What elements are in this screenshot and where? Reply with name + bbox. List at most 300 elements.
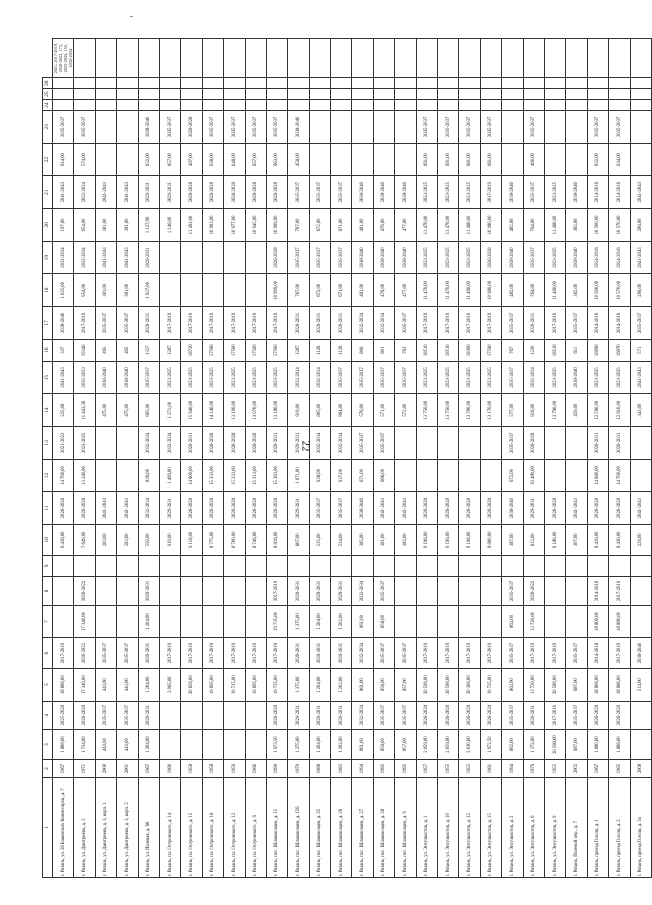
value-cell	[523, 100, 544, 111]
value-cell: 1 375,00	[288, 668, 309, 701]
value-cell	[74, 78, 95, 89]
value-cell	[245, 78, 266, 89]
table-row	[117, 39, 138, 878]
value-cell	[224, 701, 245, 729]
value-cell: 1230	[523, 339, 544, 361]
value-cell: 2026-2028	[74, 492, 95, 525]
value-cell: 2029-2031	[138, 638, 159, 669]
value-cell: 2017-2019	[202, 638, 223, 669]
value-cell: 18 880,00	[609, 605, 630, 638]
value-cell: 13 100,00	[224, 394, 245, 427]
value-cell	[438, 577, 459, 605]
value-cell: 476,00	[373, 274, 394, 307]
value-cell: 2035-2037	[609, 111, 630, 144]
value-cell: 2038-2040	[395, 241, 416, 274]
value-cell: 19 725,00	[480, 668, 501, 701]
value-cell: 10 999,00	[266, 274, 287, 307]
value-cell: 11 470,00	[416, 274, 437, 307]
value-cell: 19 695,00	[245, 668, 266, 701]
address-cell: г. Рязань, ул. Энтузиастов, д. 15	[480, 777, 501, 877]
value-cell: 916,00	[523, 394, 544, 427]
value-cell: 286,00	[630, 209, 651, 242]
value-cell: 2035-2037	[331, 241, 352, 274]
value-cell: 487,00	[181, 143, 202, 176]
value-cell: 17590	[480, 339, 501, 361]
value-cell: 13 170,00	[480, 394, 501, 427]
value-cell: 7 649,00	[74, 525, 95, 556]
address-cell: г. Рязань, ул. Энтузиастов, д. 10	[438, 777, 459, 877]
value-cell: 2026-2028	[480, 241, 501, 274]
value-cell: 2017-2019	[181, 307, 202, 340]
value-cell: 764,00	[523, 209, 544, 242]
value-cell	[224, 100, 245, 111]
value-cell	[523, 555, 544, 577]
table-row	[245, 39, 266, 878]
value-cell	[74, 100, 95, 111]
value-cell: 1999	[266, 760, 287, 777]
value-cell: 767,00	[288, 209, 309, 242]
address-cell: г. Рязань, пл. Островского, д. 12	[224, 777, 245, 877]
value-cell	[630, 143, 651, 176]
value-cell	[159, 729, 180, 760]
value-cell	[566, 100, 587, 111]
value-cell: 2029-2031	[309, 577, 330, 605]
value-cell	[309, 100, 330, 111]
value-cell	[224, 555, 245, 577]
value-cell: 2038-2040	[502, 176, 523, 209]
header-cell: 24	[43, 100, 53, 111]
table-row	[74, 39, 95, 878]
value-cell: 2035-2037	[630, 307, 651, 340]
value-cell: 17500	[224, 339, 245, 361]
value-cell	[416, 100, 437, 111]
value-cell: 2017-2019	[266, 577, 287, 605]
value-cell: 2029-2031	[138, 577, 159, 605]
header-cell: 15	[43, 361, 53, 394]
value-cell	[331, 555, 352, 577]
value-cell: 2026-2028	[416, 492, 437, 525]
value-cell: 10 500,00	[587, 209, 608, 242]
value-cell: 2023-2025	[416, 241, 437, 274]
value-cell: 2035-2037	[438, 111, 459, 144]
value-cell	[181, 577, 202, 605]
value-cell: 10 999,00	[266, 209, 287, 242]
value-cell	[480, 459, 501, 492]
value-cell: 954,00	[74, 274, 95, 307]
value-cell: 477,00	[395, 274, 416, 307]
address-cell: г. Рязань, ул. Энтузиастов, д. 6	[523, 777, 544, 877]
value-cell	[373, 78, 394, 89]
header-cell: 19	[43, 241, 53, 274]
value-cell: 1 204,00	[309, 605, 330, 638]
value-cell: 10 500,00	[587, 274, 608, 307]
value-cell: 2029-2031	[587, 426, 608, 459]
address-cell: г. Рязань, пл. Островского, д. 9	[245, 777, 266, 877]
header-cell: 23	[43, 111, 53, 144]
table-row	[459, 39, 480, 878]
value-cell: 2035-2037	[502, 361, 523, 394]
value-cell	[523, 89, 544, 100]
value-cell: 1995	[395, 760, 416, 777]
value-cell: 1960	[245, 760, 266, 777]
address-cell: г. Рязань, ул. Энтузиастов, д. 1	[416, 777, 437, 877]
value-cell: 2022-2024	[74, 176, 95, 209]
value-cell	[566, 78, 587, 89]
value-cell: 614,00	[53, 143, 74, 176]
table-row	[352, 39, 373, 878]
value-cell	[159, 39, 180, 78]
value-cell	[159, 577, 180, 605]
value-cell	[159, 241, 180, 274]
value-cell: 19 735,00	[266, 605, 287, 638]
value-cell: 1967	[53, 760, 74, 777]
value-cell: 2002	[566, 760, 587, 777]
value-cell: 9 196,00	[438, 525, 459, 556]
value-cell: 2029-2031	[331, 638, 352, 669]
value-cell	[480, 100, 501, 111]
value-cell	[309, 39, 330, 78]
value-cell: 2017-2019	[438, 307, 459, 340]
value-cell: 571,00	[373, 394, 394, 427]
value-cell: 954,00	[74, 209, 95, 242]
value-cell	[138, 39, 159, 78]
header-cell: 13	[43, 426, 53, 459]
value-cell	[202, 577, 223, 605]
value-cell: 10 570,00	[609, 209, 630, 242]
value-cell: 612,00	[523, 525, 544, 556]
value-cell: 661,00	[480, 143, 501, 176]
value-cell: 666,00	[373, 459, 394, 492]
value-cell	[331, 100, 352, 111]
value-cell: 1 499,00	[159, 459, 180, 492]
value-cell: 2029-2031	[288, 638, 309, 669]
value-cell: 862,00	[502, 668, 523, 701]
value-cell: 481,00	[352, 209, 373, 242]
value-cell: 14 700,00	[53, 459, 74, 492]
value-cell: 13 720,00	[523, 668, 544, 701]
value-cell	[159, 555, 180, 577]
value-cell: 687,00	[566, 668, 587, 701]
value-cell	[181, 729, 202, 760]
value-cell: 2029-2031	[309, 638, 330, 669]
value-cell: 2029-2031	[288, 307, 309, 340]
value-cell	[373, 39, 394, 78]
value-cell: 2032-2034	[523, 361, 544, 394]
value-cell	[416, 39, 437, 78]
value-cell: 2017-2019	[74, 307, 95, 340]
value-cell: 1958	[181, 760, 202, 777]
value-cell: 2041-2043	[95, 492, 116, 525]
value-cell	[53, 605, 74, 638]
header-cell: 21	[43, 176, 53, 209]
table-row	[544, 39, 565, 878]
value-cell: 1957	[416, 760, 437, 777]
value-cell: 648,00	[224, 143, 245, 176]
value-cell: 475,00	[95, 394, 116, 427]
value-cell: 2035-2037	[95, 307, 116, 340]
value-cell: 1994	[502, 760, 523, 777]
value-cell: 764,00	[523, 274, 544, 307]
value-cell: 2023-2025	[74, 426, 95, 459]
table-row	[416, 39, 437, 878]
value-cell: 671,00	[331, 274, 352, 307]
value-cell: 1979	[288, 760, 309, 777]
address-cell: г. Рязань, проезд Гоголя, д. 1	[587, 777, 608, 877]
value-cell	[352, 555, 373, 577]
value-cell: 763	[395, 339, 416, 361]
value-cell: 2029-2031	[309, 307, 330, 340]
value-cell: 2035-2037	[331, 176, 352, 209]
value-cell	[95, 111, 116, 144]
value-cell: 2041-2043	[53, 176, 74, 209]
value-cell	[138, 555, 159, 577]
value-cell	[630, 78, 651, 89]
value-cell: 2023-2025	[181, 361, 202, 394]
value-cell	[566, 605, 587, 638]
value-cell: 10 480,00	[523, 459, 544, 492]
value-cell	[630, 426, 651, 459]
value-cell: 476,00	[373, 209, 394, 242]
value-cell	[502, 111, 523, 144]
value-cell: 801	[373, 339, 394, 361]
header-cell: 4	[43, 701, 53, 729]
value-cell: 2017-2019	[53, 638, 74, 669]
value-cell: 12 590,00	[587, 394, 608, 427]
value-cell	[181, 701, 202, 729]
value-cell: 382,00	[395, 525, 416, 556]
value-cell: 2038-2040	[566, 241, 587, 274]
value-cell: 11 493,00	[181, 209, 202, 242]
value-cell: 343,00	[630, 394, 651, 427]
value-cell: 2008	[630, 760, 651, 777]
value-cell: 2026-2028	[245, 492, 266, 525]
value-cell: 2029-2031	[288, 577, 309, 605]
value-cell: 6 436,00	[53, 525, 74, 556]
address-cell: г. Рязань, пл. Островского, д. 14	[159, 777, 180, 877]
value-cell	[438, 605, 459, 638]
value-cell	[53, 577, 74, 605]
table-row	[331, 39, 352, 878]
value-cell	[502, 39, 523, 78]
table-row	[224, 39, 245, 878]
value-cell: 2026-2028	[609, 492, 630, 525]
value-cell: 11 470,00	[438, 209, 459, 242]
value-cell: 1 071,00	[288, 459, 309, 492]
table-row	[395, 39, 416, 878]
value-cell: 15 940,00	[181, 394, 202, 427]
value-cell	[630, 459, 651, 492]
value-cell: 857,00	[395, 729, 416, 760]
value-cell: 862,00	[502, 729, 523, 760]
value-cell: 2023-2025	[459, 176, 480, 209]
value-cell	[587, 100, 608, 111]
value-cell: 2029-2031	[331, 701, 352, 729]
table-row	[609, 39, 630, 878]
value-cell: 18720	[181, 339, 202, 361]
value-cell	[438, 459, 459, 492]
table-row	[159, 39, 180, 878]
value-cell: 2038-2040	[373, 241, 394, 274]
value-cell: 2023-2025	[609, 361, 630, 394]
value-cell: 17 340,00	[74, 668, 95, 701]
value-cell: 2017-2019	[245, 307, 266, 340]
value-cell: 1955	[459, 760, 480, 777]
value-cell: 1 888,00	[609, 729, 630, 760]
value-cell: 477,00	[395, 209, 416, 242]
value-cell: 2 030,00	[459, 729, 480, 760]
value-cell: 2041-2043	[373, 492, 394, 525]
value-cell: 2026-2028	[266, 241, 287, 274]
value-cell	[53, 89, 74, 100]
header-cell: 10	[43, 525, 53, 556]
value-cell: 2026-2028	[224, 426, 245, 459]
header-cell: 16	[43, 339, 53, 361]
value-cell	[416, 555, 437, 577]
value-cell: 2029-2031	[609, 426, 630, 459]
value-cell: 2017-2019	[480, 176, 501, 209]
header-cell: 17	[43, 307, 53, 340]
value-cell: 495	[117, 339, 138, 361]
value-cell: 2035-2037	[202, 111, 223, 144]
value-cell	[95, 605, 116, 638]
value-cell: 2035-2037	[266, 111, 287, 144]
value-cell	[502, 143, 523, 176]
value-cell: 2029-2031	[138, 176, 159, 209]
value-cell	[523, 78, 544, 89]
value-cell	[202, 78, 223, 89]
value-cell: 18510	[544, 339, 565, 361]
value-cell: 672,00	[502, 459, 523, 492]
value-cell: 460,00	[523, 143, 544, 176]
address-cell: г. Рязань, пос. Шлаковозцев, д. 25	[309, 777, 330, 877]
value-cell: 1 271,00	[159, 394, 180, 427]
value-cell: 2023-2025	[438, 176, 459, 209]
value-cell: 1287	[159, 339, 180, 361]
value-cell: 2026-2028	[438, 701, 459, 729]
table-row	[438, 39, 459, 878]
value-cell: 1971	[74, 760, 95, 777]
value-cell: 2035-2037	[224, 111, 245, 144]
value-cell: 2032-2034	[138, 492, 159, 525]
value-cell	[566, 555, 587, 577]
value-cell: 1994	[352, 760, 373, 777]
value-cell	[459, 39, 480, 78]
value-cell: 681,00	[459, 143, 480, 176]
value-cell	[117, 78, 138, 89]
value-cell: 2035-2037	[373, 638, 394, 669]
value-cell: 2023-2025	[544, 176, 565, 209]
value-cell	[373, 89, 394, 100]
value-cell	[630, 605, 651, 638]
value-cell	[395, 426, 416, 459]
value-cell: 2026-2028	[523, 426, 544, 459]
value-cell	[181, 89, 202, 100]
value-cell: 2017-2019	[181, 638, 202, 669]
value-cell: 2032-2034	[331, 426, 352, 459]
value-cell	[544, 143, 565, 176]
value-cell: 2029-2031	[288, 426, 309, 459]
value-cell	[395, 605, 416, 638]
value-cell: 2014-2016	[609, 176, 630, 209]
value-cell: 10 945,00	[245, 209, 266, 242]
value-cell: 638,00	[202, 143, 223, 176]
value-cell	[202, 241, 223, 274]
value-cell: 2023-2025	[159, 361, 180, 394]
value-cell	[395, 111, 416, 144]
value-cell	[181, 241, 202, 274]
value-cell	[395, 39, 416, 78]
value-cell: 19 735,00	[266, 668, 287, 701]
header-cell: 12	[43, 459, 53, 492]
value-cell	[459, 89, 480, 100]
value-cell: 11 460,00	[459, 274, 480, 307]
value-cell: 2032-2034	[74, 241, 95, 274]
value-cell: 13 340,00	[74, 459, 95, 492]
value-cell: 2026-2028	[224, 492, 245, 525]
value-cell	[266, 100, 287, 111]
value-cell: 2029-2031	[159, 176, 180, 209]
value-cell: 18 800,00	[587, 605, 608, 638]
value-cell: 18510	[416, 339, 437, 361]
value-cell: 1 734,00	[74, 729, 95, 760]
value-cell	[266, 555, 287, 577]
header-cell: 1	[43, 777, 53, 877]
value-cell	[352, 143, 373, 176]
value-cell: 2041-2043	[95, 241, 116, 274]
value-cell	[224, 241, 245, 274]
value-cell	[566, 39, 587, 78]
value-cell: 2035-2037	[373, 577, 394, 605]
value-cell: 2017-2019	[609, 577, 630, 605]
value-cell	[117, 426, 138, 459]
value-cell: 10 993,00	[202, 209, 223, 242]
value-cell: 2029-2031	[331, 577, 352, 605]
value-cell: 857,00	[395, 668, 416, 701]
value-cell: 2023-2025	[202, 361, 223, 394]
value-cell: 2001	[117, 760, 138, 777]
value-cell	[630, 89, 651, 100]
value-cell: 2017-2019	[202, 307, 223, 340]
value-cell: 443,00	[117, 668, 138, 701]
table-row	[502, 39, 523, 878]
value-cell: 2017-2019	[438, 638, 459, 669]
value-cell: 381,00	[117, 274, 138, 307]
value-cell: 17560	[202, 339, 223, 361]
value-cell	[587, 555, 608, 577]
address-cell: г. Рязань, пос. Шлаковозцев, д. 156	[288, 777, 309, 877]
value-cell: 839,00	[138, 459, 159, 492]
value-cell	[202, 100, 223, 111]
value-cell: 605,00	[138, 394, 159, 427]
value-cell: 2026-2028	[459, 701, 480, 729]
value-cell: 387,00	[502, 525, 523, 556]
value-cell	[395, 143, 416, 176]
value-cell: 2026-2028	[245, 426, 266, 459]
value-cell	[245, 100, 266, 111]
value-cell: 1 973,50	[266, 729, 287, 760]
value-cell: 9 198,00	[459, 525, 480, 556]
value-cell	[309, 78, 330, 89]
value-cell: 2035-2037	[309, 492, 330, 525]
value-cell: 2014-2016	[587, 638, 608, 669]
value-cell	[138, 100, 159, 111]
value-cell	[416, 605, 437, 638]
value-cell: 2026-2028	[224, 176, 245, 209]
scan-speck	[130, 16, 133, 17]
value-cell: 856,00	[373, 668, 394, 701]
value-cell	[245, 729, 266, 760]
value-cell	[395, 555, 416, 577]
